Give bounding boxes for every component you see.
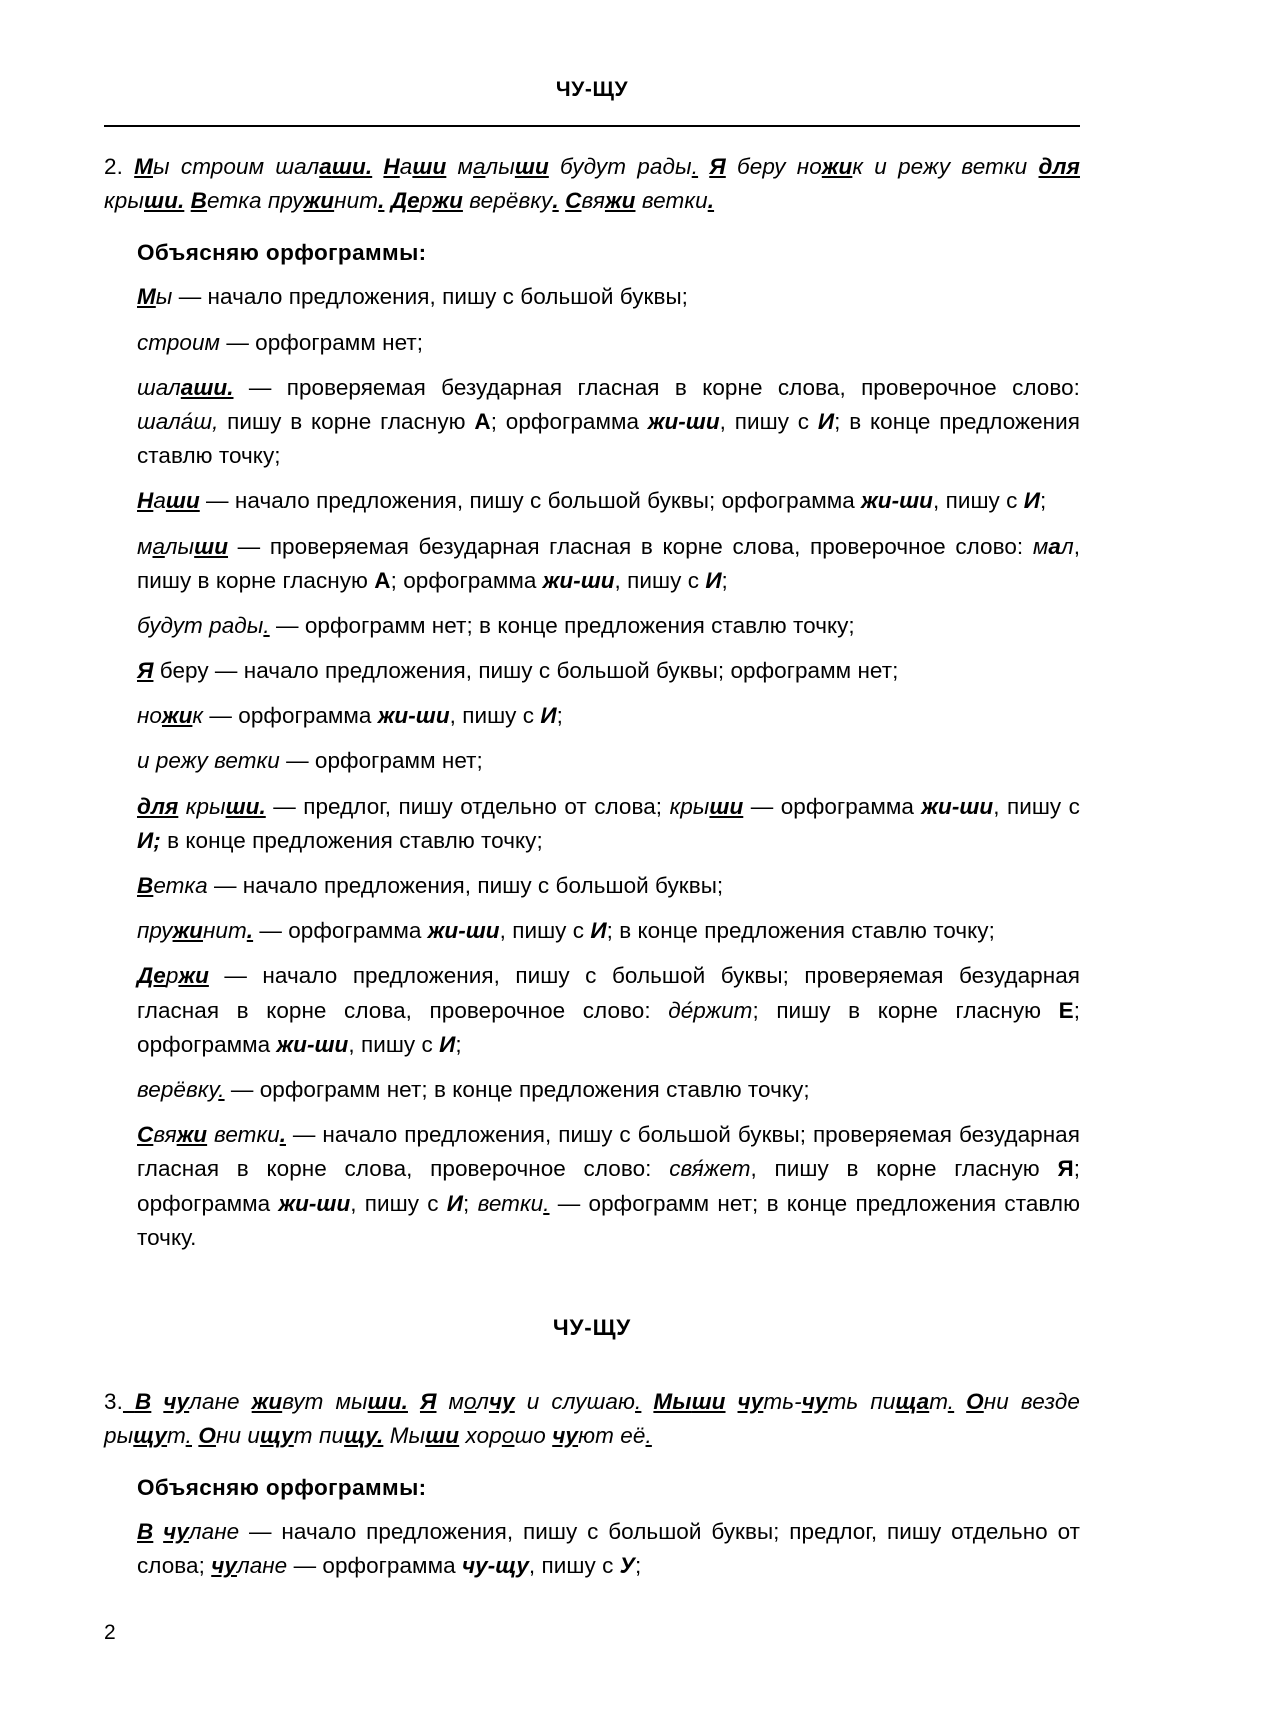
explanation-item: будут рады. — орфограмм нет; в конце предложения ставлю точку; — [137, 612, 855, 638]
header-rule — [104, 125, 1080, 127]
exercise-2-number: 2. — [104, 154, 123, 179]
explanation-item: В чулане — начало предложения, пишу с большой буквы; предлог, пишу отдельно от слова; чулане — орфограмма чу-щу, пишу с У; — [137, 1519, 1080, 1579]
explanation-item: и режу ветки — орфограмм нет; — [137, 748, 483, 774]
page-number: 2 — [104, 1621, 116, 1644]
exercise-2-explain-heading: Объясняю орфограммы: — [137, 240, 427, 266]
page-content — [104, 150, 1080, 1584]
section-title-chu-shchu: ЧУ-ЩУ — [552, 1314, 632, 1340]
explanation-item: Ветка — начало предложения, пишу с большой буквы; — [137, 873, 724, 898]
explanation-item: Наши — начало предложения, пишу с большой буквы; орфограмма жи-ши, пишу с И; — [137, 488, 1047, 514]
explanation-item: шалаши. — проверяемая безударная гласная в корне слова, проверочное слово: шала́ш, пишу в корне гласную А; орфограмма жи-ши, пишу с И; в конце предложения ставлю точку; — [137, 374, 1081, 469]
explanation-item: для крыши. — предлог, пишу отдельно от слова; крыши — орфограмма жи-ши, пишу с И; в конце предложения ставлю точку; — [137, 793, 1080, 853]
explanation-item: верёвку. — орфограмм нет; в конце предложения ставлю точку; — [137, 1076, 810, 1102]
explanation-item: строим — орфограмм нет; — [137, 329, 424, 355]
exercise-3-number: 3. — [104, 1388, 123, 1414]
exercise-3-explain-heading: Объясняю орфограммы: — [137, 1475, 427, 1501]
exercise-2-text: 2. Мы строим шалаши. Наши малыши будут рады. Я беру ножик и режу ветки для крыши. Ветка пружинит. Держи верёвку. Свяжи ветки. — [104, 154, 1080, 214]
explanation-item: Я беру — начало предложения, пишу с большой буквы; орфограмм нет; — [137, 658, 899, 684]
explanation-item: Свяжи ветки. — начало предложения, пишу с большой буквы; проверяемая безударная гласная в корне слова, проверочное слово: свя́жет, пишу в корне гласную Я; орфограмма жи-ши, пишу с И; ветки. — орфограмм нет; в конце предложения ставлю точку. — [137, 1122, 1080, 1250]
explanation-item: Мы — начало предложения, пишу с большой буквы; — [137, 284, 688, 310]
explanation-item: малыши — проверяемая безударная гласная в корне слова, проверочное слово: мал, пишу в корне гласную А; орфограмма жи-ши, пишу с И; — [137, 533, 1080, 593]
exercise-3-text: 3. В чулане живут мыши. Я молчу и слушаю. Мыши чуть-чуть пищат. Они везде рыщут. Они ищут пищу. Мыши хорошо чуют её. — [104, 1388, 1081, 1449]
explanation-item: ножик — орфограмма жи-ши, пишу с И; — [137, 703, 563, 729]
running-head: ЧУ-ЩУ — [555, 78, 629, 101]
explanation-item: Держи — начало предложения, пишу с большой буквы; проверяемая безударная гласная в корне слова, проверочное слово: де́ржит; пишу в корне гласную Е; орфограмма жи-ши, пишу с И; — [137, 963, 1080, 1057]
explanation-item: пружинит. — орфограмма жи-ши, пишу с И; в конце предложения ставлю точку; — [137, 918, 995, 944]
